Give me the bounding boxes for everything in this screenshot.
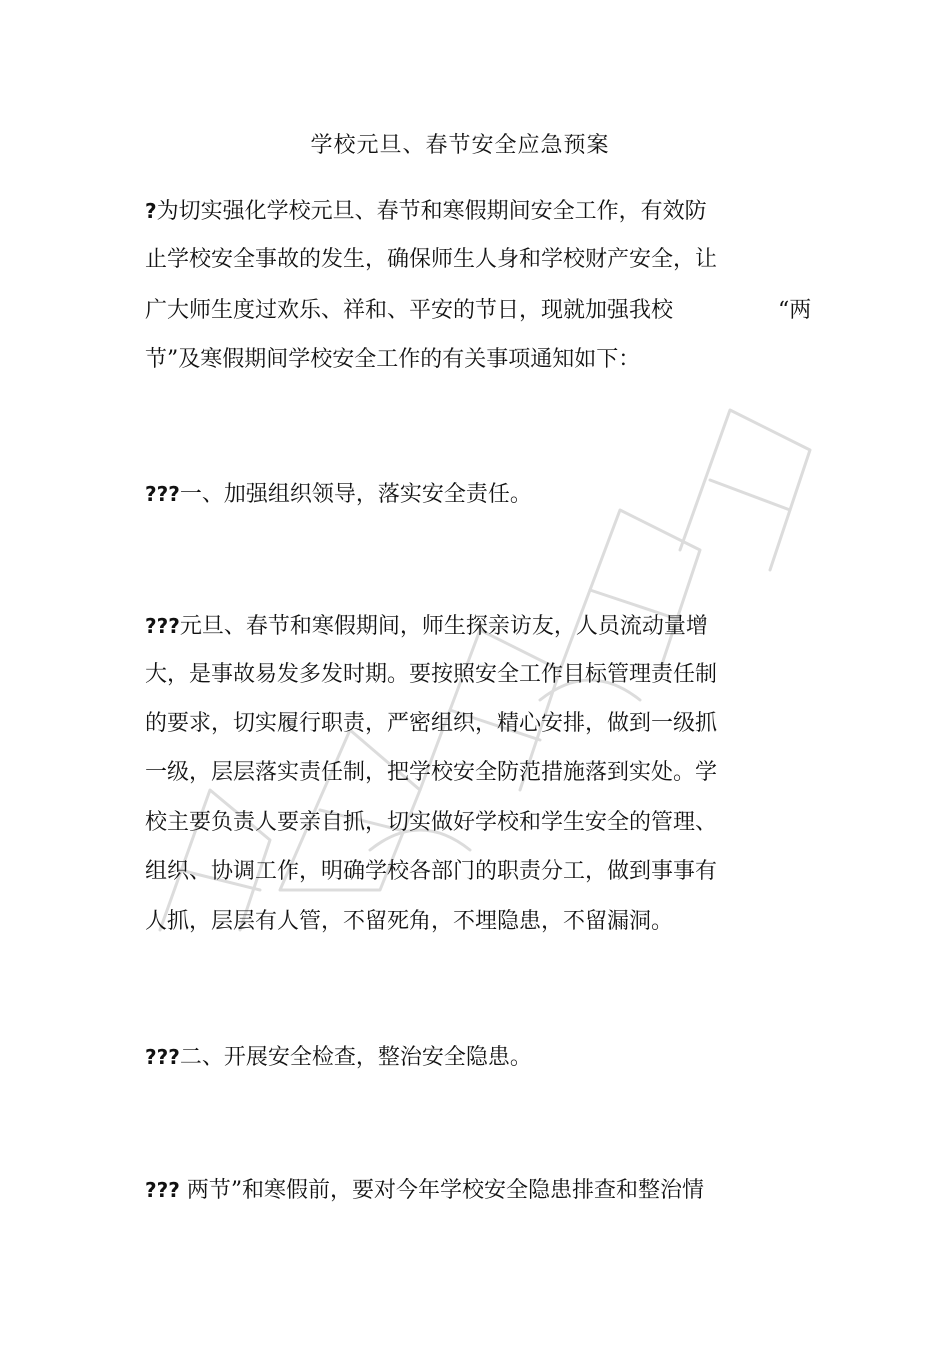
paragraph-text: 广大师生度过欢乐、祥和、平安的节日，现就加强我校 [145,298,674,323]
section-2-line-1 [145,1175,704,1206]
bullet-marker: ??? [145,614,180,638]
paragraph-text: 止学校安全事故的发生，确保师生人身和学校财产安全，让 [145,247,718,272]
intro-line-1 [145,196,707,227]
paragraph-text: “两 [778,298,812,323]
section-1-line-6 [145,857,717,887]
paragraph-text: 为切实强化学校元旦、春节和寒假期间安全工作，有效防 [156,199,707,224]
paragraph-text: 人抓，层层有人管，不留死角，不埋隐患，不留漏洞。 [145,909,674,934]
paragraph-text: 一级，层层落实责任制，把学校安全防范措施落到实处。学 [145,760,718,785]
intro-line-3 [145,296,673,326]
bullet-marker: ??? [145,1178,180,1202]
section-heading: 一、加强组织领导，落实安全责任。 [179,482,532,507]
section-1-line-3 [145,709,717,739]
section-1-line-1 [145,611,708,642]
section-1-line-2 [145,660,717,690]
intro-line-4 [145,345,640,375]
section-1-line-7 [145,907,673,937]
paragraph-text: 组织、协调工作，明确学校各部门的职责分工，做到事事有 [145,859,718,884]
paragraph-text: 校主要负责人要亲自抓，切实做好学校和学生安全的管理、 [145,810,718,835]
paragraph-text: 元旦、春节和寒假期间，师生探亲访友，人员流动量增 [179,614,708,639]
section-2-heading [145,1042,532,1073]
section-heading: 二、开展安全检查，整治安全隐患。 [179,1045,532,1070]
section-1-line-4 [145,758,717,788]
intro-line-3-end [778,296,811,326]
paragraph-text: 大，是事故易发多发时期。要按照安全工作目标管理责任制 [145,662,718,687]
bullet-marker: ? [145,199,157,223]
section-1-heading [145,479,532,510]
document-title: 学校元旦、春节安全应急预案 [310,133,610,158]
bullet-marker: ??? [145,1045,180,1069]
paragraph-text: 两节”和寒假前，要对今年学校安全隐患排查和整治情 [186,1178,705,1203]
paragraph-text: 节”及寒假期间学校安全工作的有关事项通知如下： [145,347,641,372]
section-1-line-5 [145,808,717,838]
bullet-marker: ??? [145,482,180,506]
intro-line-2 [145,245,717,275]
paragraph-text: 的要求，切实履行职责，严密组织，精心安排，做到一级抓 [145,711,718,736]
